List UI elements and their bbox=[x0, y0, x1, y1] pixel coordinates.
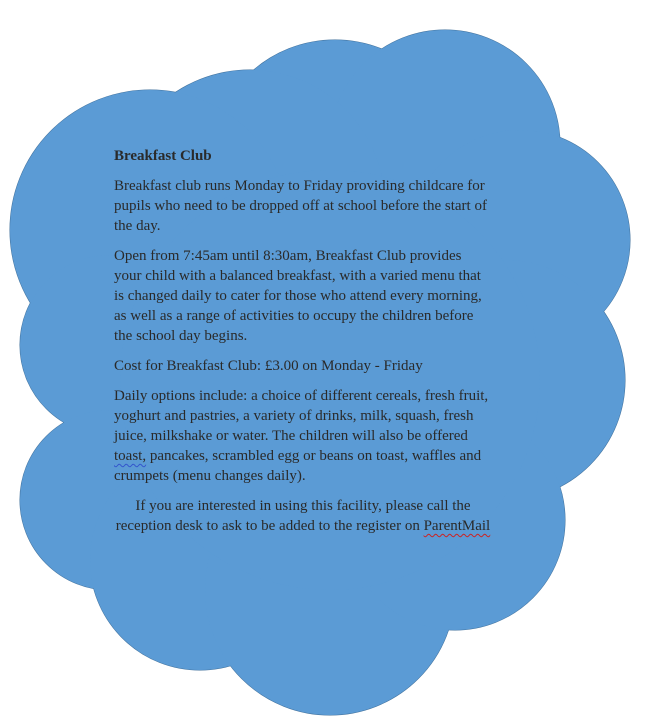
options-text-end: pancakes, scrambled egg or beans on toast, waffles and crumpets (menu changes daily). bbox=[114, 448, 482, 484]
options-text-start: Daily options include: a choice of different cereals, fresh fruit, yoghurt and pastries, a variety of drinks, milk, squash, fresh juice, milkshake or water. The children will also be offered bbox=[114, 388, 489, 444]
grammar-flagged-word: toast, bbox=[114, 448, 147, 464]
cost-paragraph: Cost for Breakfast Club: £3.00 on Monday - Friday bbox=[114, 358, 423, 374]
document-content bbox=[114, 146, 492, 546]
contact-text: If you are interested in using this facility, please call the reception desk to ask to be added to the register on bbox=[115, 498, 471, 534]
hours-paragraph: Open from 7:45am until 8:30am, Breakfast Club provides your child with a balanced breakfast, with a varied menu that is changed daily to cater for those who attend every morning, as well as a range of activities to occupy the children before the school day begins. bbox=[114, 248, 482, 344]
intro-paragraph: Breakfast club runs Monday to Friday providing childcare for pupils who need to be dropped off at school before the start of the day. bbox=[114, 178, 487, 234]
page-title: Breakfast Club bbox=[114, 148, 212, 164]
options-paragraph bbox=[114, 386, 492, 486]
parentmail-word: ParentMail bbox=[423, 518, 491, 534]
contact-paragraph bbox=[114, 496, 492, 536]
